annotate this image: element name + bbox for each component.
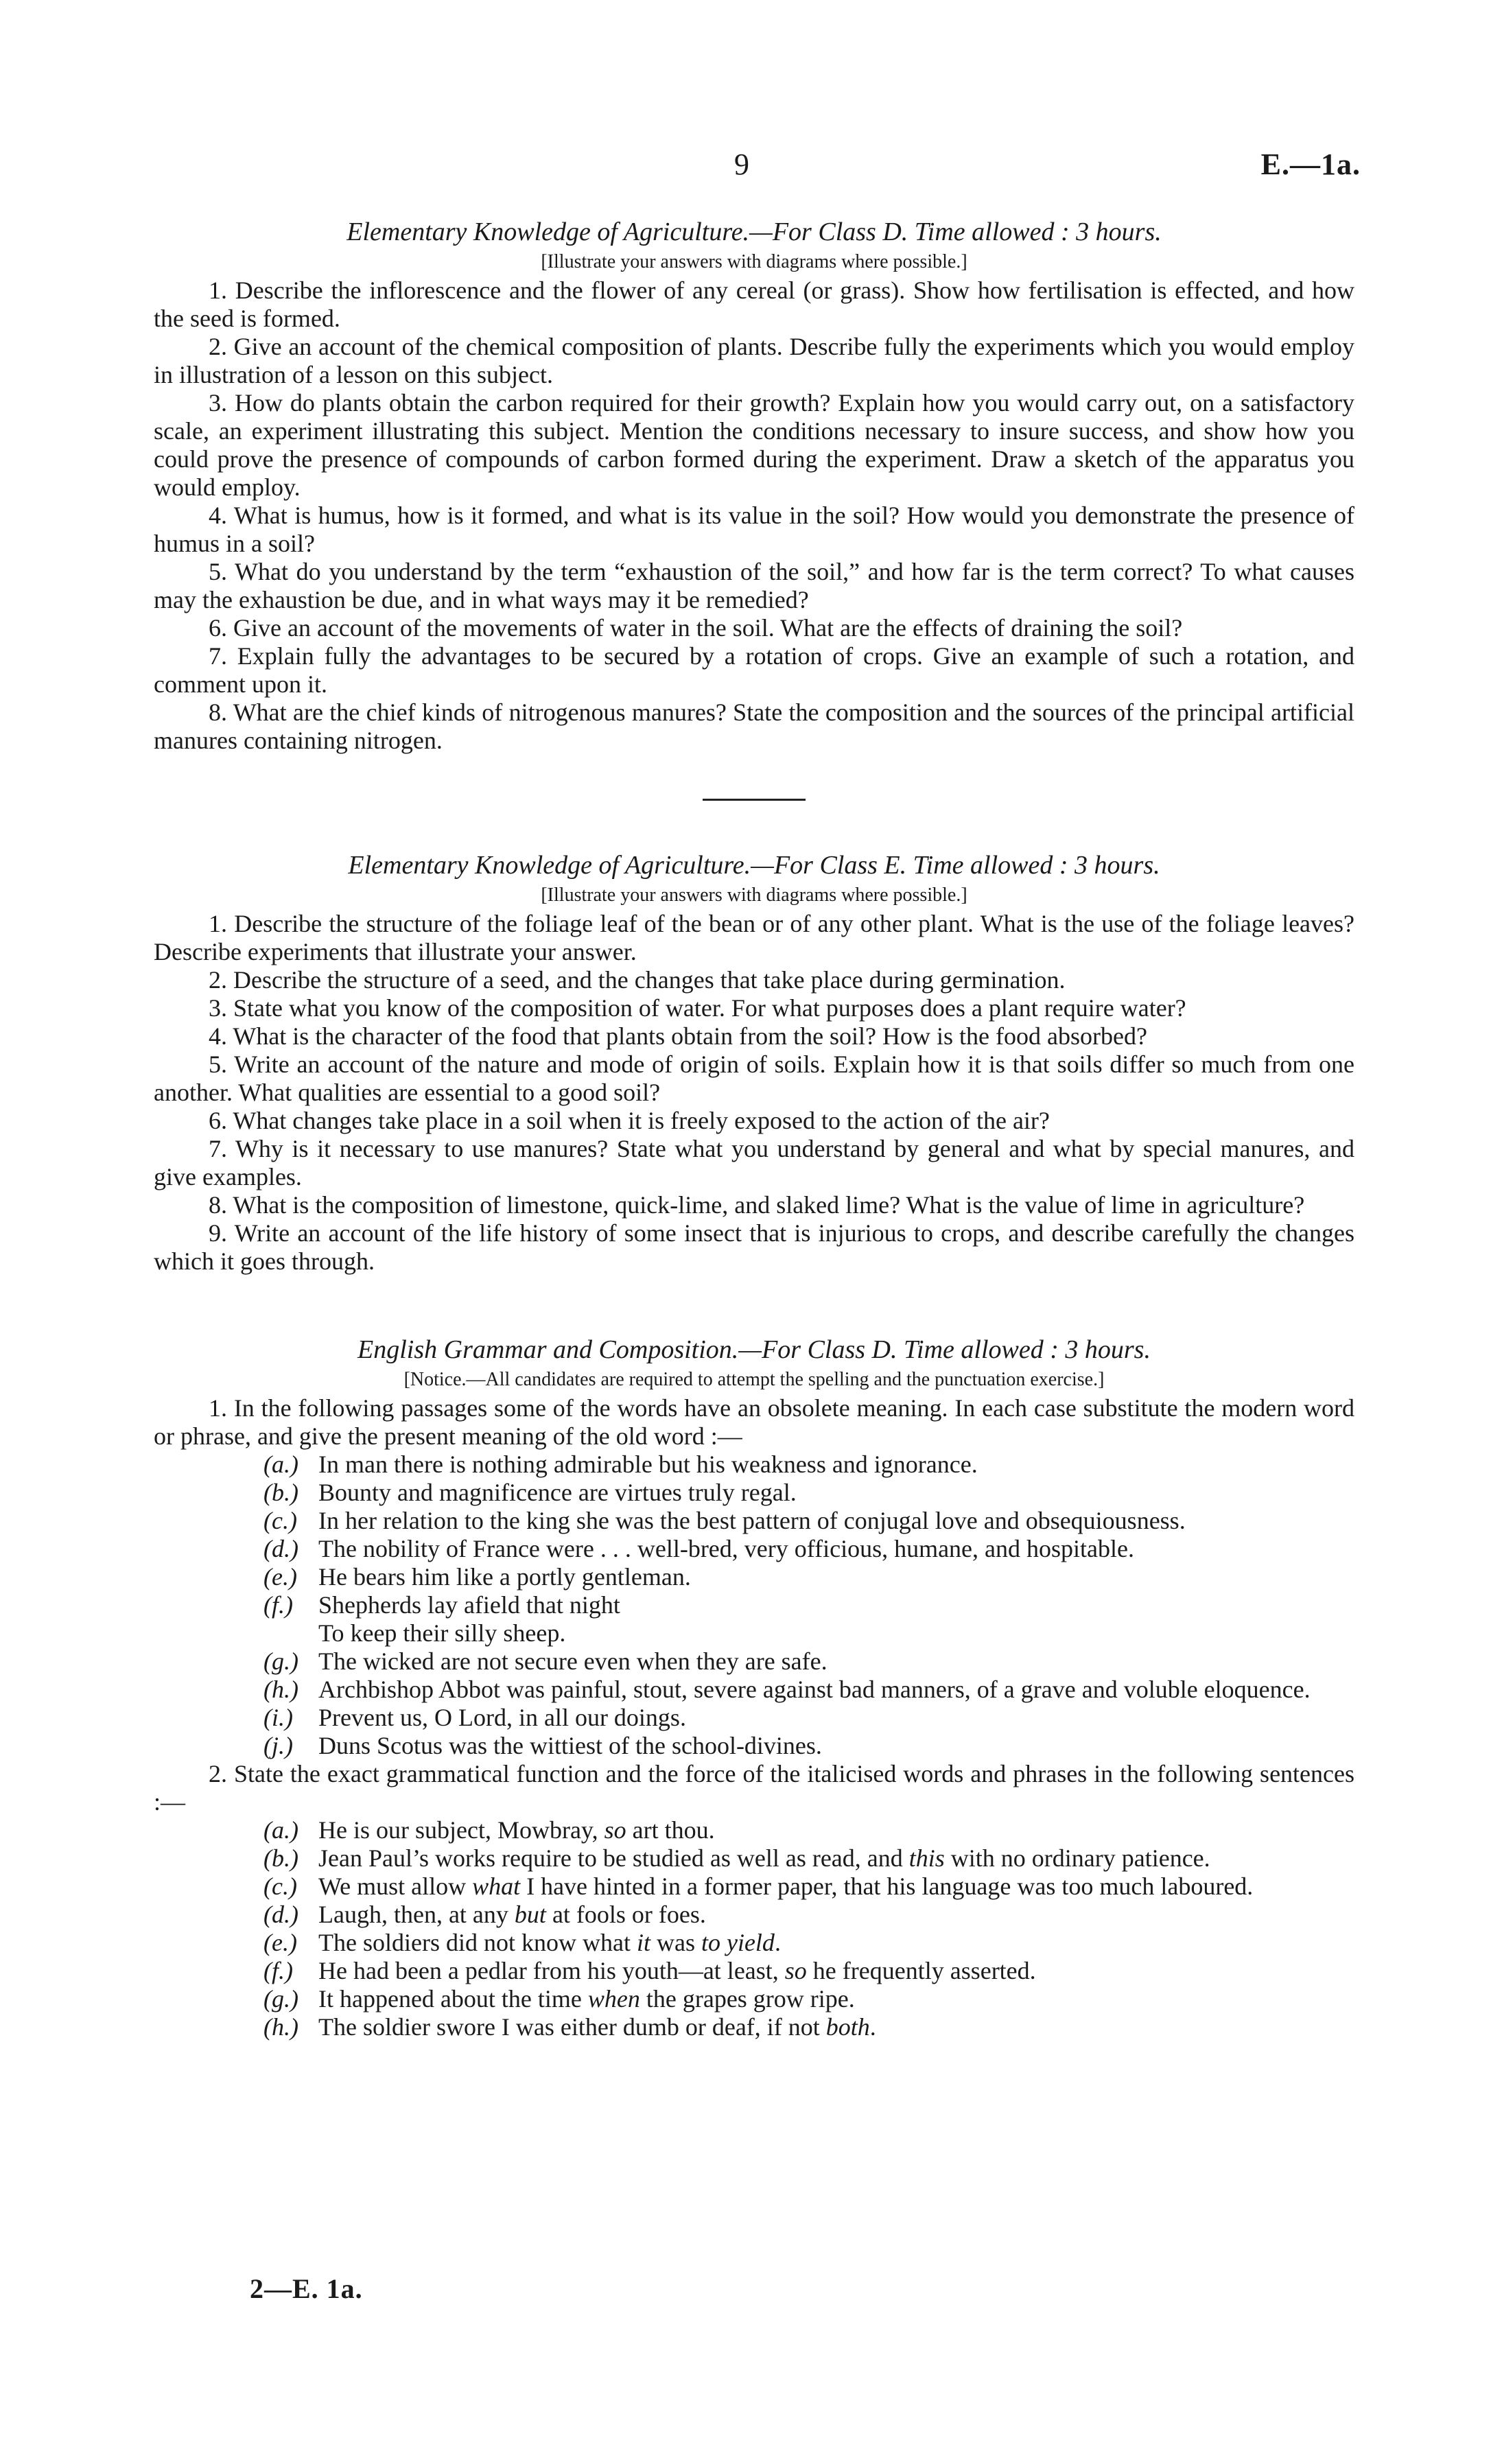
sub-label: (f.)	[263, 1957, 293, 1984]
sub-question	[154, 1676, 1354, 1704]
section-note: [Illustrate your answers with diagrams where possible.]	[541, 251, 967, 272]
sub-text: He bears him like a portly gentleman.	[318, 1563, 691, 1591]
signature-mark: 2—E. 1a.	[250, 2273, 363, 2304]
question: 9. Write an account of the life history of some insect that is injurious to crops, and describe carefully the changes which it goes through.	[154, 1219, 1354, 1275]
question: 1. Describe the inflorescence and the flower of any cereal (or grass). Show how fertilisation is effected, and how the seed is formed.	[154, 277, 1354, 332]
question: 4. What is humus, how is it formed, and what is its value in the soil? How would you demonstrate the presence of humus in a soil?	[154, 502, 1354, 557]
sub-text: We must allow	[318, 1873, 473, 1900]
sub-question	[154, 1732, 1354, 1760]
spacer	[154, 1276, 1354, 1336]
sub-label: (h.)	[263, 2013, 298, 2041]
question-intro: 2. State the exact grammatical function and the force of the italicised words and phrases in the following sentences :—	[154, 1760, 1354, 1816]
sub-question	[154, 1929, 1354, 1957]
sub-question	[154, 1816, 1354, 1844]
sub-label: (a.)	[263, 1451, 298, 1478]
sub-text: The soldiers did not know what	[318, 1929, 637, 1956]
sub-question	[154, 1507, 1354, 1535]
sub-text: Laugh, then, at any	[318, 1901, 515, 1928]
sub-question	[154, 1479, 1354, 1507]
sub-label: (c.)	[263, 1873, 297, 1900]
question: 5. Write an account of the nature and mode of origin of soils. Explain how it is that soils differ so much from one another. What qualities are essential to a good soil?	[154, 1051, 1354, 1106]
sub-label: (i.)	[263, 1704, 293, 1731]
question: 7. Explain fully the advantages to be secured by a rotation of crops. Give an example of such a rotation, and comment upon it.	[154, 642, 1354, 698]
italic-word: so	[784, 1957, 807, 1984]
sub-question	[154, 1647, 1354, 1676]
sub-question	[154, 2013, 1354, 2041]
sub-text: at fools or foes.	[545, 1901, 706, 1928]
question-intro: 1. In the following passages some of the words have an obsolete meaning. In each case substitute the modern word or phrase, and give the present meaning of the old word :—	[154, 1394, 1354, 1450]
sub-label: (f.)	[263, 1591, 293, 1619]
sub-label: (b.)	[263, 1844, 298, 1872]
sub-text: Duns Scotus was the wittiest of the school-divines.	[318, 1732, 822, 1759]
sub-text: In her relation to the king she was the best pattern of conjugal love and obsequiousness.	[318, 1507, 1186, 1534]
sub-label: (a.)	[263, 1816, 298, 1844]
sub-text: .	[774, 1929, 781, 1956]
sub-text: Archbishop Abbot was painful, stout, severe against bad manners, of a grave and voluble eloquence.	[318, 1676, 1311, 1703]
sub-text: .	[869, 2013, 876, 2041]
section-title: English Grammar and Composition.—For Class D. Time allowed : 3 hours.	[357, 1335, 1151, 1364]
sub-label: (g.)	[263, 1985, 298, 2013]
italic-word: it	[636, 1929, 650, 1956]
sub-question	[154, 1901, 1354, 1929]
sub-question-list	[154, 1816, 1354, 2041]
page-content	[154, 218, 1354, 2041]
sub-text: It happened about the time	[318, 1985, 588, 2013]
sub-text: In man there is nothing admirable but his weakness and ignorance.	[318, 1451, 978, 1478]
sub-question	[154, 1451, 1354, 1479]
question: 1. Describe the structure of the foliage leaf of the bean or of any other plant. What is the use of the foliage leaves? Describe experiments that illustrate your answer.	[154, 910, 1354, 965]
section-agriculture-class-e	[154, 852, 1354, 1276]
sub-question-list	[154, 1451, 1354, 1760]
sub-text: was	[650, 1929, 701, 1956]
question: 6. Give an account of the movements of water in the soil. What are the effects of draining the soil?	[209, 614, 1183, 642]
sub-text: Shepherds lay afield that night	[318, 1591, 620, 1619]
sub-label: (e.)	[263, 1929, 297, 1956]
sub-text: The wicked are not secure even when they are safe.	[318, 1647, 827, 1675]
section-title: Elementary Knowledge of Agriculture.—For Class E. Time allowed : 3 hours.	[348, 851, 1160, 880]
sub-question	[154, 1591, 1354, 1647]
sub-text: He had been a pedlar from his youth—at least,	[318, 1957, 785, 1984]
document-reference: E.—1a.	[1260, 148, 1361, 181]
sub-text: the grapes grow ripe.	[639, 1985, 855, 2013]
sub-label: (b.)	[263, 1479, 298, 1506]
question: 5. What do you understand by the term “exhaustion of the soil,” and how far is the term correct? To what causes may the exhaustion be due, and in what ways may it be remedied?	[154, 558, 1354, 613]
sub-text: with no ordinary patience.	[944, 1844, 1210, 1872]
sub-text: Jean Paul’s works require to be studied as well as read, and	[318, 1844, 909, 1872]
section-title: Elementary Knowledge of Agriculture.—For Class D. Time allowed : 3 hours.	[347, 218, 1162, 246]
sub-text: Prevent us, O Lord, in all our doings.	[318, 1704, 686, 1731]
section-note: [Notice.—All candidates are required to attempt the spelling and the punctuation exercise.]	[403, 1369, 1105, 1390]
page-number: 9	[734, 148, 749, 181]
question: 8. What are the chief kinds of nitrogenous manures? State the composition and the sources of the principal artificial manures containing nitrogen.	[154, 699, 1354, 754]
sub-text: The soldier swore I was either dumb or deaf, if not	[318, 2013, 826, 2041]
question: 2. Describe the structure of a seed, and the changes that take place during germination.	[209, 966, 1066, 994]
italic-word: both	[825, 2013, 870, 2041]
sub-question	[154, 1844, 1354, 1873]
sub-text: Bounty and magnificence are virtues truly regal.	[318, 1479, 797, 1506]
question: 7. Why is it necessary to use manures? State what you understand by general and what by special manures, and give examples.	[154, 1135, 1354, 1190]
sub-label: (c.)	[263, 1507, 297, 1534]
sub-text: He is our subject, Mowbray,	[318, 1816, 604, 1844]
section-divider	[703, 799, 806, 801]
question: 8. What is the composition of limestone, quick-lime, and slaked lime? What is the value of lime in agriculture?	[209, 1191, 1305, 1219]
question: 3. State what you know of the composition of water. For what purposes does a plant require water?	[209, 994, 1186, 1022]
sub-label: (d.)	[263, 1535, 298, 1562]
sub-question	[154, 1873, 1354, 1901]
sub-question	[154, 1704, 1354, 1732]
italic-word: to yield	[701, 1929, 775, 1956]
sub-question	[154, 1563, 1354, 1591]
sub-question	[154, 1985, 1354, 2013]
sub-question	[154, 1535, 1354, 1563]
sub-text: he frequently asserted.	[806, 1957, 1036, 1984]
sub-text: art thou.	[626, 1816, 715, 1844]
question: 4. What is the character of the food that plants obtain from the soil? How is the food absorbed?	[209, 1022, 1147, 1050]
sub-label: (g.)	[263, 1647, 298, 1675]
sub-label: (j.)	[263, 1732, 293, 1759]
question: 3. How do plants obtain the carbon required for their growth? Explain how you would carry out, on a satisfactory scale, an experiment illustrating this subject. Mention the conditions necessary to insure success, and show how you could prove the presence of compounds of carbon formed during the experiment. Draw a sketch of the apparatus you would employ.	[154, 389, 1354, 501]
question: 2. Give an account of the chemical composition of plants. Describe fully the experiments which you would employ in illustration of a lesson on this subject.	[154, 333, 1354, 388]
section-note: [Illustrate your answers with diagrams where possible.]	[541, 884, 967, 906]
sub-label: (d.)	[263, 1901, 298, 1928]
italic-word: so	[604, 1816, 626, 1844]
sub-text-line2: To keep their silly sheep.	[318, 1619, 566, 1647]
italic-word: but	[514, 1901, 546, 1928]
sub-text: I have hinted in a former paper, that his language was too much laboured.	[520, 1873, 1254, 1900]
sub-text: The nobility of France were . . . well-bred, very officious, humane, and hospitable.	[318, 1535, 1134, 1562]
sub-question	[154, 1957, 1354, 1985]
sub-label: (h.)	[263, 1676, 298, 1703]
italic-word: this	[908, 1844, 945, 1872]
italic-word: what	[472, 1873, 521, 1900]
question: 6. What changes take place in a soil when it is freely exposed to the action of the air?	[209, 1107, 1050, 1134]
italic-word: when	[587, 1985, 640, 2013]
sub-label: (e.)	[263, 1563, 297, 1591]
section-english-grammar-class-d	[154, 1336, 1354, 2041]
section-agriculture-class-d	[154, 218, 1354, 755]
